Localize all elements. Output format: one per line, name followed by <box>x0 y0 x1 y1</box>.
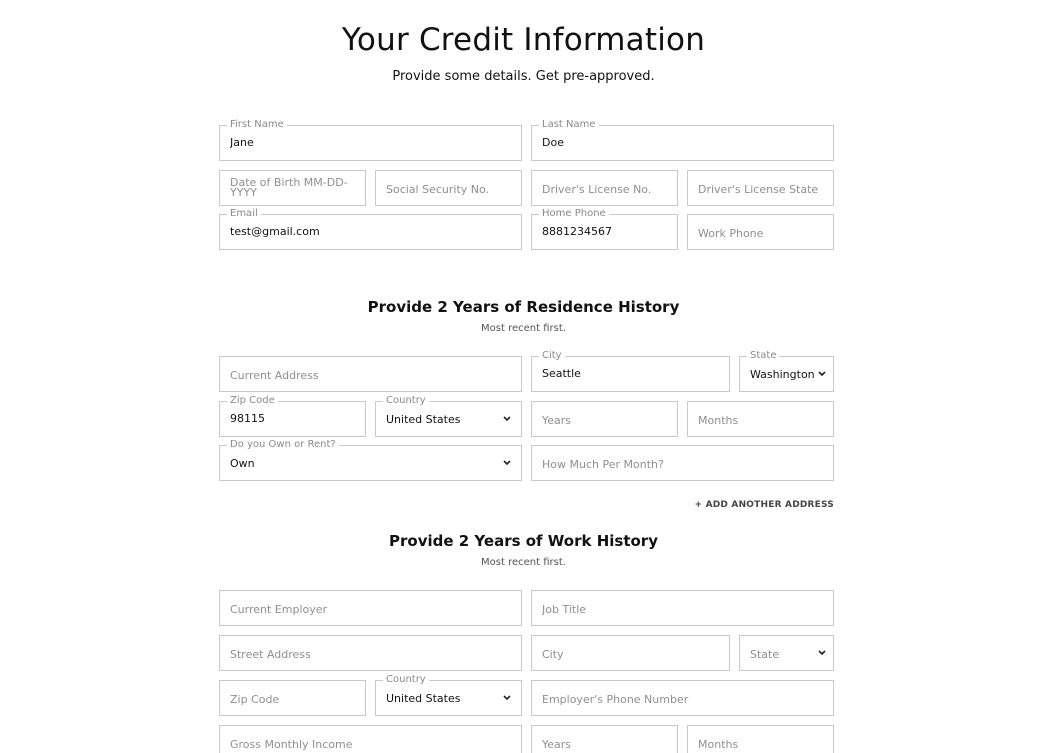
residence-state-select[interactable] <box>739 350 834 392</box>
license-number-field[interactable] <box>531 170 678 206</box>
first-name-value: Jane <box>230 136 254 149</box>
add-another-address-link[interactable]: + ADD ANOTHER ADDRESS <box>694 500 834 510</box>
current-employer-placeholder: Current Employer <box>230 603 328 616</box>
license-state-field[interactable] <box>687 170 834 206</box>
residence-country-select[interactable] <box>375 395 522 437</box>
home-phone-field[interactable] <box>531 208 678 250</box>
chevron-down-icon <box>502 456 512 470</box>
residence-city-value: Seattle <box>542 367 581 380</box>
current-address-field[interactable] <box>219 356 522 392</box>
license-state-placeholder: Driver's License State <box>698 183 819 196</box>
own-rent-select[interactable] <box>219 439 522 481</box>
residence-months-placeholder: Months <box>698 414 739 427</box>
work-phone-placeholder: Work Phone <box>698 227 764 240</box>
last-name-field[interactable] <box>531 119 834 161</box>
per-month-placeholder: How Much Per Month? <box>542 458 664 471</box>
chevron-down-icon <box>502 412 512 426</box>
own-rent-label: Do you Own or Rent? <box>227 439 339 451</box>
chevron-down-icon <box>502 691 512 705</box>
residence-section-subtitle: Most recent first. <box>481 323 566 334</box>
license-number-placeholder: Driver's License No. <box>542 183 652 196</box>
work-city-field[interactable] <box>531 635 730 671</box>
employer-phone-placeholder: Employer's Phone Number <box>542 693 689 706</box>
residence-months-field[interactable] <box>687 401 834 437</box>
current-address-placeholder: Current Address <box>230 369 319 382</box>
employer-phone-field[interactable] <box>531 680 834 716</box>
work-years-placeholder: Years <box>542 738 572 751</box>
residence-country-value: United States <box>386 413 461 426</box>
home-phone-value: 8881234567 <box>542 225 612 238</box>
work-section-subtitle: Most recent first. <box>481 557 566 568</box>
chevron-down-icon <box>817 646 827 660</box>
page-title: Your Credit Information <box>341 22 706 58</box>
home-phone-label: Home Phone <box>539 208 609 220</box>
dob-placeholder: Date of Birth MM-DD-YYYY <box>230 178 348 199</box>
work-state-placeholder: State <box>750 648 780 661</box>
per-month-field[interactable] <box>531 445 834 481</box>
email-value: test@gmail.com <box>230 225 320 238</box>
work-months-field[interactable] <box>687 725 834 753</box>
gross-income-placeholder: Gross Monthly Income <box>230 738 353 751</box>
residence-zip-field[interactable] <box>219 395 366 437</box>
ssn-placeholder: Social Security No. <box>386 183 490 196</box>
work-city-placeholder: City <box>542 648 564 661</box>
work-zip-placeholder: Zip Code <box>230 693 280 706</box>
residence-years-field[interactable] <box>531 401 678 437</box>
chevron-down-icon <box>817 367 827 381</box>
work-country-label: Country <box>383 674 429 686</box>
own-rent-value: Own <box>230 457 255 470</box>
first-name-label: First Name <box>227 119 287 131</box>
first-name-field[interactable] <box>219 119 522 161</box>
residence-city-field[interactable] <box>531 350 730 392</box>
ssn-field[interactable] <box>375 170 522 206</box>
current-employer-field[interactable] <box>219 590 522 626</box>
residence-zip-value: 98115 <box>230 412 265 425</box>
last-name-value: Doe <box>542 136 564 149</box>
residence-zip-label: Zip Code <box>227 395 278 407</box>
work-street-placeholder: Street Address <box>230 648 311 661</box>
dob-field[interactable] <box>219 170 366 206</box>
gross-income-field[interactable] <box>219 725 522 753</box>
work-months-placeholder: Months <box>698 738 739 751</box>
residence-country-label: Country <box>383 395 429 407</box>
work-state-select[interactable] <box>739 635 834 671</box>
email-field[interactable] <box>219 208 522 250</box>
work-street-field[interactable] <box>219 635 522 671</box>
last-name-label: Last Name <box>539 119 599 131</box>
work-years-field[interactable] <box>531 725 678 753</box>
residence-city-label: City <box>539 350 565 362</box>
residence-section-title: Provide 2 Years of Residence History <box>367 298 680 316</box>
job-title-field[interactable] <box>531 590 834 626</box>
email-label: Email <box>227 208 261 220</box>
job-title-placeholder: Job Title <box>542 603 587 616</box>
residence-state-value: Washington <box>750 368 815 381</box>
work-phone-field[interactable] <box>687 214 834 250</box>
work-country-select[interactable] <box>375 674 522 716</box>
work-section-title: Provide 2 Years of Work History <box>389 532 658 550</box>
residence-years-placeholder: Years <box>542 414 572 427</box>
residence-state-label: State <box>747 350 779 362</box>
page-subtitle: Provide some details. Get pre-approved. <box>392 69 655 84</box>
work-zip-field[interactable] <box>219 680 366 716</box>
work-country-value: United States <box>386 692 461 705</box>
